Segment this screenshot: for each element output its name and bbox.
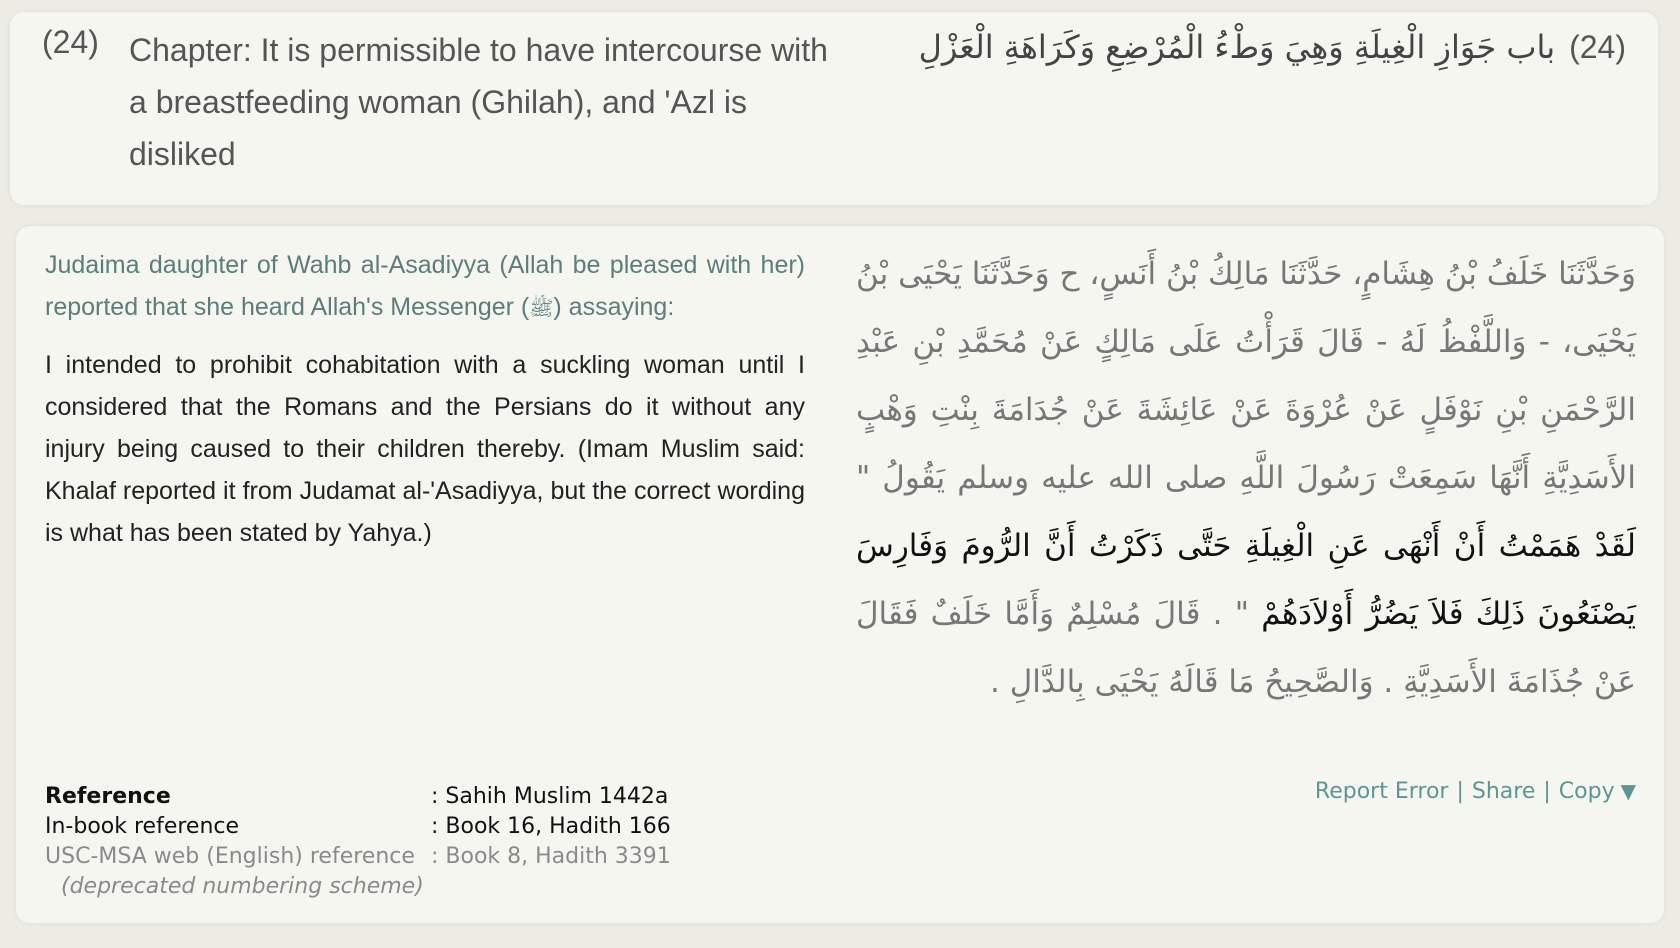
salallahu-alayhi-wasallam-icon: ﷺ xyxy=(529,296,554,320)
usc-msa-reference-value: : Book 8, Hadith 3391 xyxy=(431,844,671,869)
hadith-actions xyxy=(1315,779,1636,804)
share-link[interactable]: Share xyxy=(1471,779,1536,804)
chapter-header xyxy=(10,12,1658,205)
arabic-tail: " . قَالَ مُسْلِمٌ وَأَمَّا خَلَفٌ فَقَالَ عَنْ جُذَامَةَ الأَسَدِيَّةِ . وَالصَّحِيحُ مَا قَالَهُ يَحْيَى بِالدَّالِ . xyxy=(856,596,1636,700)
reference-table xyxy=(45,782,671,902)
chapter-arabic-heading xyxy=(806,28,1626,66)
deprecated-note: (deprecated numbering scheme) xyxy=(61,874,424,899)
reference-row xyxy=(45,782,671,812)
chapter-title-ar: باب جَوَازِ الْغِيلَةِ وَهِيَ وَطْءُ الْمُرْضِعِ وَكَرَاهَةِ الْعَزْلِ xyxy=(918,28,1556,66)
chapter-number-en: (24) xyxy=(42,24,99,60)
copy-dropdown-caret-icon[interactable]: ▼ xyxy=(1620,779,1636,803)
arabic-matn: لَقَدْ هَمَمْتُ أَنْ أَنْهَى عَنِ الْغِيلَةِ حَتَّى ذَكَرْتُ أَنَّ الرُّومَ وَفَارِسَ يَصْنَعُونَ ذَلِكَ فَلاَ يَضُرُّ أَوْلاَدَهُمْ xyxy=(856,528,1637,632)
hadith-narrator xyxy=(45,244,805,329)
usc-msa-reference-label: USC-MSA web (English) reference xyxy=(45,844,415,869)
reference-label: Reference xyxy=(45,784,171,809)
hadith-container xyxy=(16,226,1664,923)
in-book-reference-label: In-book reference xyxy=(45,814,240,839)
report-error-link[interactable]: Report Error xyxy=(1314,779,1449,804)
in-book-reference-value: : Book 16, Hadith 166 xyxy=(431,814,671,839)
deprecated-note-row xyxy=(45,872,671,902)
hadith-arabic-text xyxy=(856,240,1636,716)
narrator-text-after: ) assaying: xyxy=(553,293,675,321)
chapter-number-ar: (24) xyxy=(1569,29,1626,65)
reference-value: : Sahih Muslim 1442a xyxy=(431,784,669,809)
actions-separator: | xyxy=(1456,779,1464,804)
copy-link[interactable]: Copy xyxy=(1558,779,1615,804)
hadith-english-text: I intended to prohibit cohabitation with a suckling woman until I considered that the Romans and the Persians do it without any injury being caused to their children thereby. (Imam Muslim said: Khalaf reported it from Judamat al-'Asadiyya, but the correct wording is what has been stated by Yahya.) xyxy=(45,351,805,547)
usc-msa-reference-row xyxy=(45,842,671,872)
in-book-reference-row xyxy=(45,812,671,842)
arabic-isnad: وَحَدَّثَنَا خَلَفُ بْنُ هِشَامٍ، حَدَّثَنَا مَالِكُ بْنُ أَنَسٍ، ح وَحَدَّثَنَا يَحْيَى بْنُ يَحْيَى، - وَاللَّفْظُ لَهُ - قَالَ قَرَأْتُ عَلَى مَالِكٍ عَنْ مُحَمَّدِ بْنِ عَبْدِ الرَّحْمَنِ بْنِ نَوْفَلٍ عَنْ عُرْوَةَ عَنْ عَائِشَةَ عَنْ جُدَامَةَ بِنْتِ وَهْبٍ الأَسَدِيَّةِ أَنَّهَا سَمِعَتْ رَسُولَ اللَّهِ صلى الله عليه وسلم يَقُولُ " xyxy=(856,256,1636,496)
actions-separator: | xyxy=(1543,779,1551,804)
narrator-text-before: Judaima daughter of Wahb al-Asadiyya (Allah be pleased with her) reported that she heard Allah's Messenger ( xyxy=(45,251,805,321)
chapter-title-en: Chapter: It is permissible to have intercourse with a breastfeeding woman (Ghilah), and 'Azl is disliked xyxy=(129,32,828,172)
